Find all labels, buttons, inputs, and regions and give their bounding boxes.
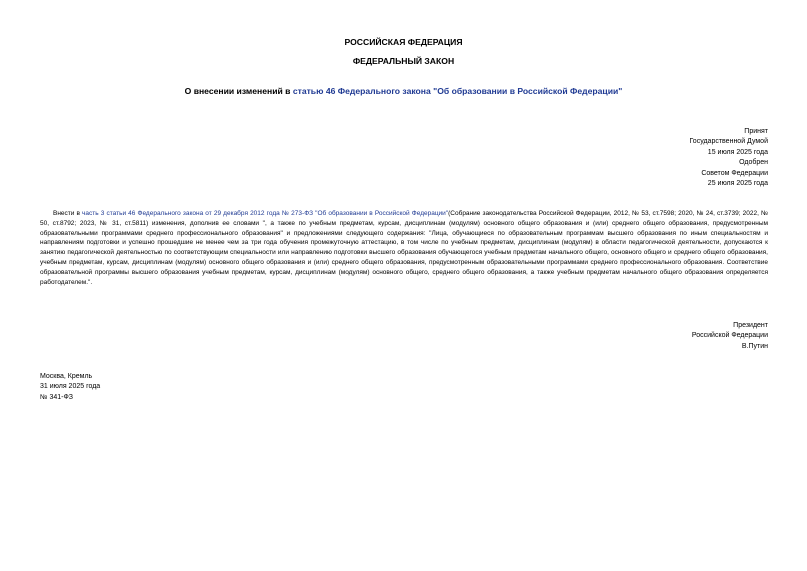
accepted-by: Государственной Думой xyxy=(689,138,768,146)
signature-block xyxy=(692,321,768,352)
country-heading: РОССИЙСКАЯ ФЕДЕРАЦИЯ xyxy=(344,37,463,47)
law-title-link[interactable]: статью 46 Федерального закона "Об образовании в Российской Федерации" xyxy=(292,86,623,96)
adoption-block xyxy=(689,127,768,189)
accepted-label: Принят xyxy=(744,128,768,135)
body-intro: Внести в xyxy=(53,210,83,217)
doc-type-heading: ФЕДЕРАЛЬНЫЙ ЗАКОН xyxy=(352,56,455,66)
footer-date: 31 июля 2025 года xyxy=(40,383,101,391)
body-law-link[interactable]: часть 3 статьи 46 Федерального закона от 29 декабря 2012 года № 273-ФЗ "Об образовании в Российской Федерации" xyxy=(82,210,449,217)
law-title xyxy=(0,86,807,97)
law-title-prefix: О внесении изменений в xyxy=(184,86,293,96)
signature-position: Президент xyxy=(733,322,768,329)
footer-block xyxy=(40,372,100,403)
accepted-date: 15 июля 2025 года xyxy=(707,148,768,156)
approved-by: Советом Федерации xyxy=(701,169,768,177)
signature-name: В.Путин xyxy=(741,342,768,350)
body-text: (Собрание законодательства Российской Федерации, 2012, № 53, ст.7598; 2020, № 24, ст.3739; 2022, № 50, ст.8792; 2023, № 31, ст.5811) изменения, дополнив ее словами ", а также по учебным предметам, курсам, дисциплинам (модулям) основного общего образования и (или) среднего общего образования, предусмотренным образовательными программами среднего профессионального образования" и предложениями следующего содержания: "Лица, обучающиеся по образовательным программам высшего образования по иным специальностям и направлениям подготовки и успешно прошедшие не менее чем за три года обучения промежуточную аттестацию, в том числе по учебным предметам, дисциплинам (модулям) в области педагогической деятельности, допускаются к занятию педагогической деятельностью по соответствующим специальности или направлению подготовки высшего образования обучающегося учебным предметам начального общего, основного общего и среднего общего образования, учебным предметам, курсам, дисциплинам (модулям) основного общего образования и (или) среднего общего образования, предусмотренным образовательными программами среднего профессионального образования. Соответствие образовательной программы высшего образования учебным предметам, курсам, дисциплинам (модулям) основного общего, среднего общего образования, а также учебным предметам начального общего образования определяется работодателем.". xyxy=(40,210,768,286)
footer-place: Москва, Кремль xyxy=(40,373,93,380)
approved-date: 25 июля 2025 года xyxy=(707,180,768,188)
footer-number: № 341-ФЗ xyxy=(40,393,74,401)
law-body-paragraph xyxy=(40,209,768,287)
approved-label: Одобрен xyxy=(739,159,768,167)
signature-country: Российской Федерации xyxy=(691,332,768,340)
